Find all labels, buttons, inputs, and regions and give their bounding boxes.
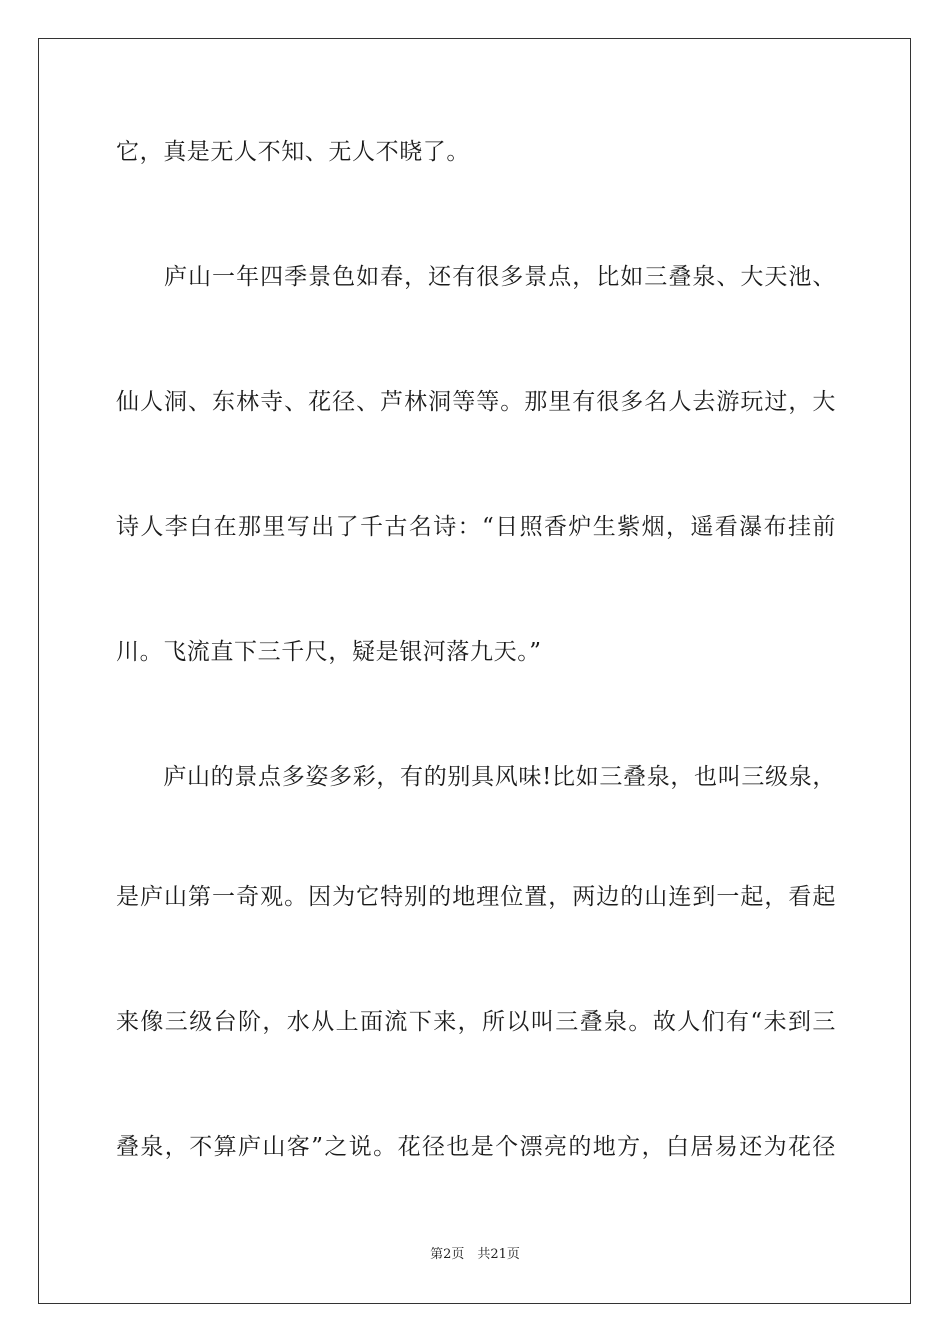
page-number-footer: 第2页 共21页 (430, 1247, 520, 1262)
body-line-8: 来像三级台阶，水从上面流下来，所以叫三叠泉。故人们有“未到三 (116, 1009, 836, 1035)
body-line-5: 川。飞流直下三千尺，疑是银河落九天。” (116, 639, 542, 665)
body-line-2: 庐山一年四季景色如春，还有很多景点，比如三叠泉、大天池、 (116, 264, 836, 290)
body-line-6: 庐山的景点多姿多彩，有的别具风味!比如三叠泉，也叫三级泉， (116, 764, 836, 790)
page-border (38, 38, 911, 1304)
body-line-7: 是庐山第一奇观。因为它特别的地理位置，两边的山连到一起，看起 (116, 884, 836, 910)
body-line-4: 诗人李白在那里写出了千古名诗：“日照香炉生紫烟，遥看瀑布挂前 (116, 514, 836, 540)
body-line-1: 它，真是无人不知、无人不晓了。 (116, 139, 470, 165)
body-line-9: 叠泉，不算庐山客”之说。花径也是个漂亮的地方，白居易还为花径 (116, 1134, 836, 1160)
body-line-3: 仙人洞、东林寺、花径、芦林洞等等。那里有很多名人去游玩过，大 (116, 389, 836, 415)
